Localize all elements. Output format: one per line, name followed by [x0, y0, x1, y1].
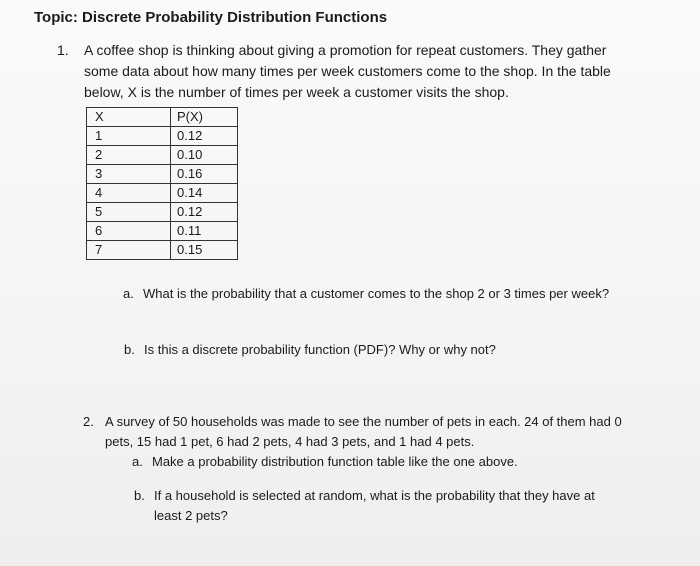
table-cell-x: 3	[87, 165, 171, 184]
table-header-row	[87, 108, 238, 127]
table-cell-px: 0.15	[171, 241, 238, 260]
table-cell-px: 0.16	[171, 165, 238, 184]
table-cell-x: 5	[87, 203, 171, 222]
question-number: 2.	[83, 414, 94, 429]
table-cell-x: 4	[87, 184, 171, 203]
table-cell-x: 6	[87, 222, 171, 241]
question-text: A survey of 50 households was made to see the number of pets in each. 24 of them had 0 pets, 15 had 1 pet, 6 had 2 pets, 4 had 3 pets, and 1 had 4 pets.	[105, 414, 622, 449]
table-cell-px: 0.11	[171, 222, 238, 241]
table-row	[87, 222, 238, 241]
table-cell-x: 1	[87, 127, 171, 146]
subquestion-label: a.	[123, 286, 134, 301]
table-cell-px: 0.12	[171, 203, 238, 222]
subquestion-text: Is this a discrete probability function (PDF)? Why or why not?	[144, 342, 496, 357]
probability-table	[86, 107, 238, 260]
subquestion-text: Make a probability distribution function table like the one above.	[152, 454, 518, 469]
table-cell-px: 0.12	[171, 127, 238, 146]
table-cell-px: 0.14	[171, 184, 238, 203]
table-row	[87, 184, 238, 203]
table-row	[87, 241, 238, 260]
question-number: 1.	[57, 42, 69, 58]
column-header-x: X	[87, 108, 171, 127]
table-row	[87, 165, 238, 184]
table-cell-px: 0.10	[171, 146, 238, 165]
table-row	[87, 203, 238, 222]
table-row	[87, 146, 238, 165]
question-text: A coffee shop is thinking about giving a promotion for repeat customers. They gather some data about how many times per week customers come to the shop. In the table below, X is the number of times per week a customer visits the shop.	[84, 42, 611, 100]
subquestion-label: b.	[124, 342, 135, 357]
subquestion-label: b.	[134, 488, 145, 503]
column-header-px: P(X)	[171, 108, 238, 127]
table-row	[87, 127, 238, 146]
page-title: Topic: Discrete Probability Distribution Functions	[34, 9, 388, 26]
table-cell-x: 2	[87, 146, 171, 165]
subquestion-text: What is the probability that a customer comes to the shop 2 or 3 times per week?	[143, 286, 610, 301]
subquestion-text: If a household is selected at random, what is the probability that they have at least 2 pets?	[154, 488, 595, 523]
subquestion-label: a.	[132, 454, 143, 469]
table-cell-x: 7	[87, 241, 171, 260]
